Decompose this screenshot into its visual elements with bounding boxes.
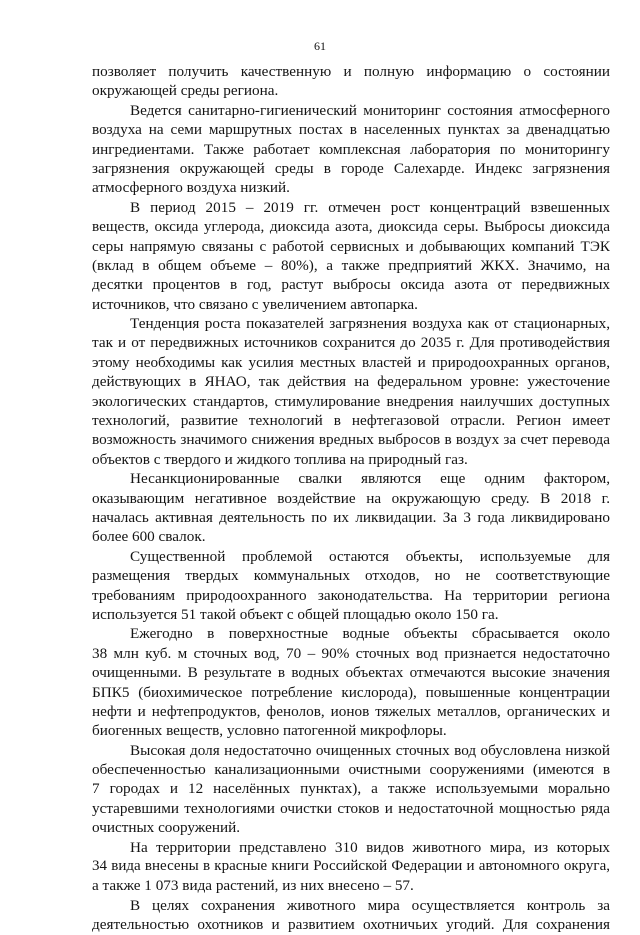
text-line: В период 2015 – 2019 гг. отмечен рост концентраций взвешенных <box>130 198 610 216</box>
text-line: очищенными. В результате в водных объектах отмечаются высокие значения <box>92 664 610 682</box>
text-line: атмосферного воздуха низкий. <box>92 179 290 197</box>
text-line: На территории представлено 310 видов животного мира, из которых <box>130 838 610 856</box>
page-number: 61 <box>314 39 326 53</box>
text-line: веществ, оксида углерода, диоксида азота, диоксида серы. Выбросы диоксида <box>92 218 610 236</box>
text-line: технологий, развитие технологий в нефтегазовой отрасли. Регион имеет <box>92 412 610 430</box>
text-line: В целях сохранения животного мира осуществляется контроль за <box>130 896 610 914</box>
text-line: источников, что связано с увеличением автопарка. <box>92 295 418 313</box>
text-line: Существенной проблемой остаются объекты, используемые для <box>130 547 610 565</box>
text-line: 38 млн куб. м сточных вод, 70 – 90% сточных вод признается недостаточно <box>92 644 610 662</box>
text-line: позволяет получить качественную и полную информацию о состоянии <box>92 63 610 80</box>
text-line: так и от передвижных источников сохранится до 2035 г. Для противодействия <box>92 334 610 352</box>
text-line: загрязнения окружающей среды в городе Салехарде. Индекс загрязнения <box>92 159 610 177</box>
text-line: этому необходимы как усилия местных властей и природоохранных органов, <box>92 353 610 371</box>
document-body <box>92 62 610 935</box>
text-line: воздуха на семи маршрутных постах в населенных пунктах за двенадцатью <box>92 121 610 139</box>
text-line: 7 городах и 12 населённых пунктах), а также используемыми морально <box>92 780 610 798</box>
text-line: (вклад в общем объеме – 80%), а также предприятий ЖКХ. Значимо, на <box>92 256 610 274</box>
text-line: ингредиентами. Также работает комплексная лаборатория по мониторингу <box>92 140 610 158</box>
text-line: нефти и нефтепродуктов, фенолов, ионов тяжелых металлов, органических и <box>92 702 610 720</box>
text-line: Высокая доля недостаточно очищенных сточных вод обусловлена низкой <box>130 741 610 759</box>
text-line: деятельностью охотников и развитием охотничьих угодий. Для сохранения <box>92 916 610 934</box>
text-line: 34 вида внесены в красные книги Российской Федерации и автономного округа, <box>92 858 610 875</box>
text-line: требованиям природоохранного законодательства. На территории региона <box>92 586 610 604</box>
text-line: возможность значимого снижения вредных выбросов в воздух за счет перевода <box>92 431 610 449</box>
text-line: обеспеченностью канализационными очистными сооружениями (имеются в <box>92 761 610 779</box>
text-line: экологических стандартов, стимулирование внедрения наилучших доступных <box>92 392 610 410</box>
text-line: серы напрямую связаны с работой сервисных и добывающих компаний ТЭК <box>92 237 610 255</box>
text-line: а также 1 073 вида растений, из них внесено – 57. <box>92 877 414 895</box>
text-line: очистных сооружений. <box>92 819 240 837</box>
text-line: используется 51 такой объект с общей площадью около 150 га. <box>92 605 499 623</box>
text-line: Ежегодно в поверхностные водные объекты сбрасывается около <box>130 625 610 643</box>
text-line: Несанкционированные свалки являются еще одним фактором, <box>130 470 610 488</box>
text-line: Тенденция роста показателей загрязнения воздуха как от стационарных, <box>130 315 610 333</box>
text-line: началась активная деятельность по их ликвидации. За 3 года ликвидировано <box>92 508 610 526</box>
text-line: объектов с твердого и жидкого топлива на природный газ. <box>92 450 468 468</box>
text-line: Ведется санитарно-гигиенический мониторинг состояния атмосферного <box>130 101 610 119</box>
text-line: действующих в ЯНАО, так действия на федеральном уровне: ужесточение <box>92 373 610 391</box>
text-line: устаревшими технологиями очистки стоков и недостаточной мощностью ряда <box>92 799 610 817</box>
text-line: биогенных веществ, условно патогенной микрофлоры. <box>92 722 447 740</box>
text-line: более 600 свалок. <box>92 528 206 546</box>
text-line: десятки процентов в год, растут выбросы оксида азота от передвижных <box>92 276 610 294</box>
text-line: оказывающим негативное воздействие на окружающую среду. В 2018 г. <box>92 489 610 507</box>
text-line: БПК5 (биохимическое потребление кислорода), повышенные концентрации <box>92 683 610 701</box>
text-line: окружающей среды региона. <box>92 82 279 100</box>
text-line: размещения твердых коммунальных отходов, но не соответствующие <box>92 567 610 585</box>
